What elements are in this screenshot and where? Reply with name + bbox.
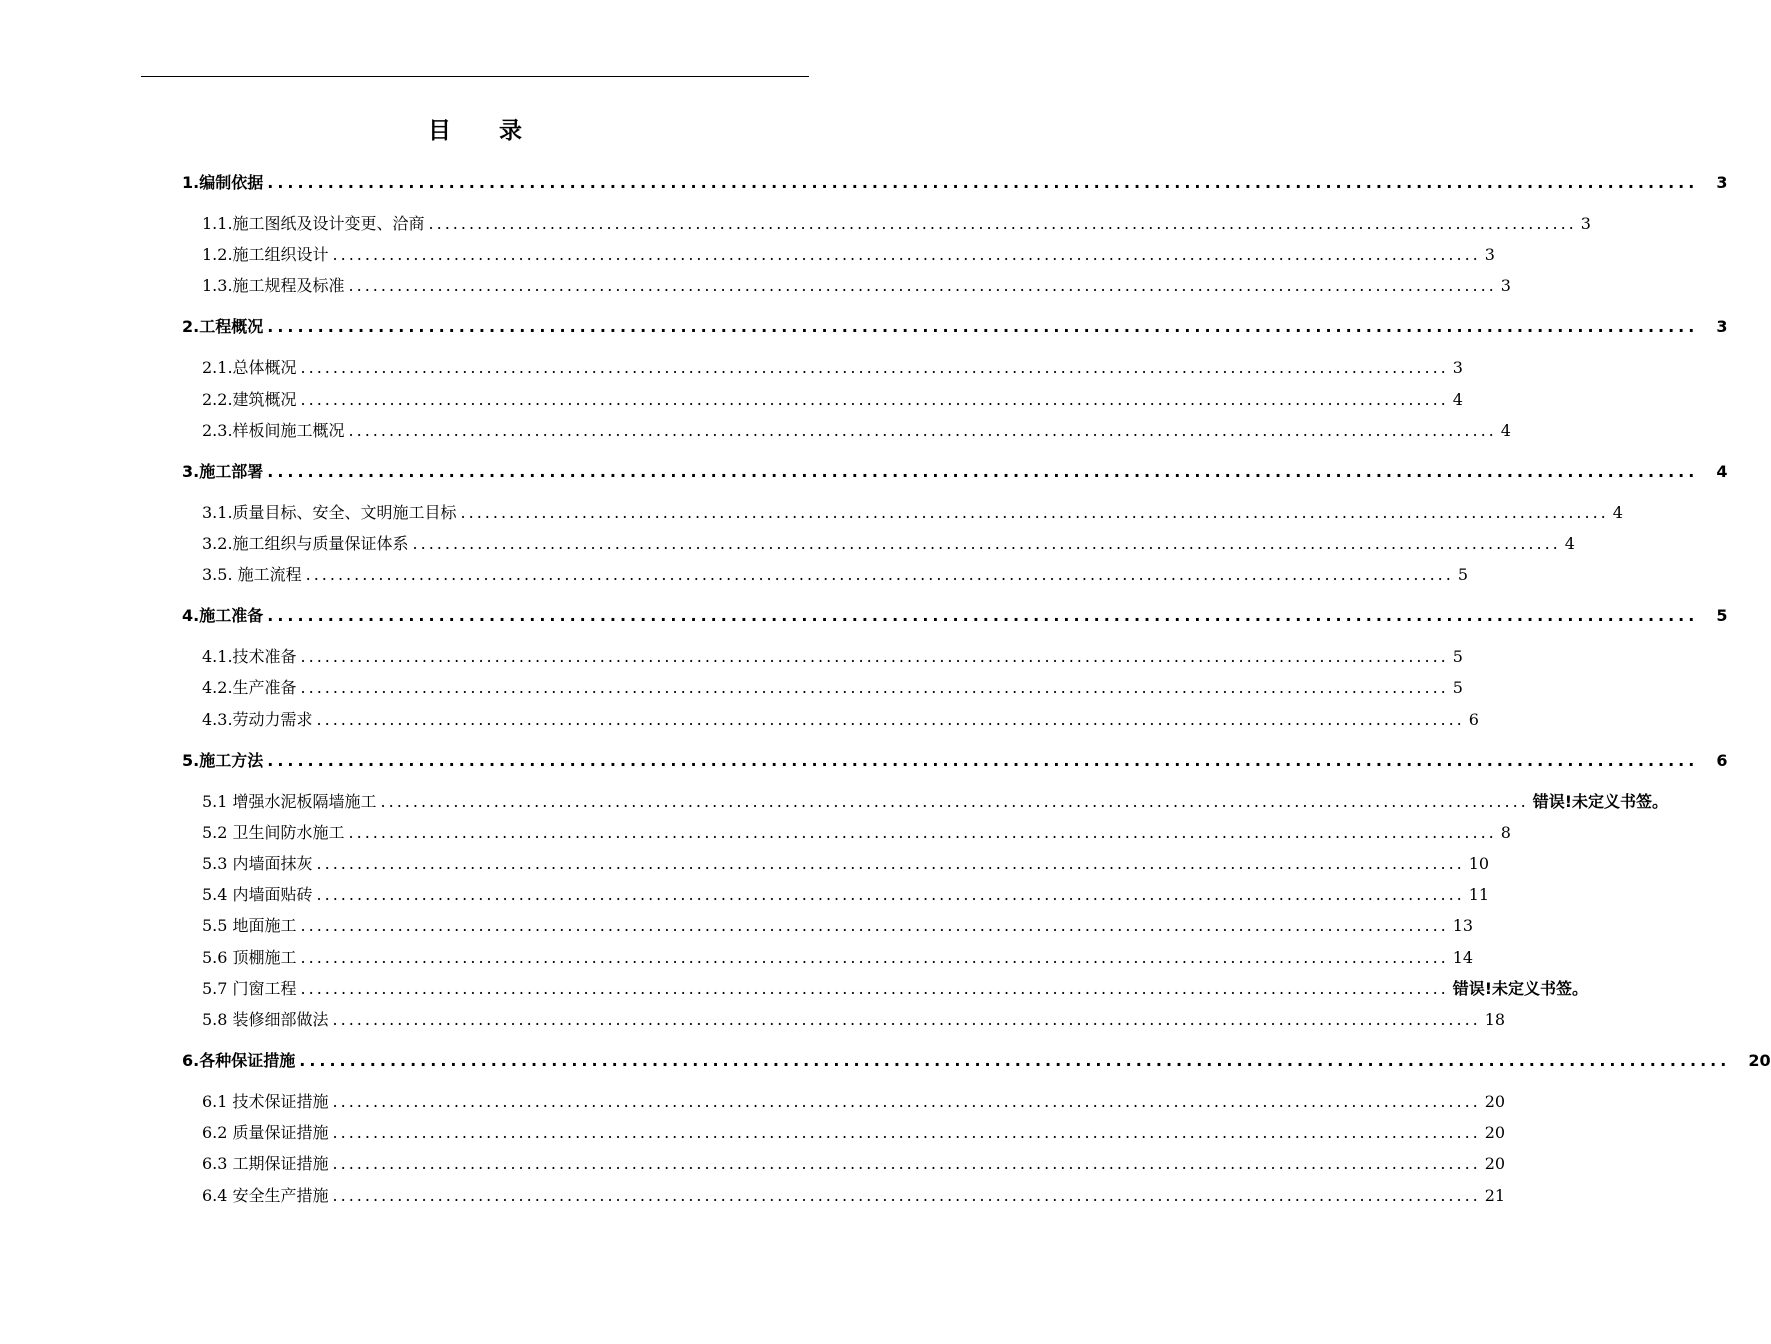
toc-page-number: 3 — [1500, 276, 1511, 296]
toc-entry-title: 2.3.样板间施工概况 — [202, 420, 345, 440]
toc-entry-title: 6.3 工期保证措施 — [202, 1154, 329, 1174]
toc-section-entry[interactable] — [202, 645, 1463, 669]
toc-entry-number: 5. — [182, 750, 200, 770]
toc-dot-leader: .............................................................................................................................................. — [348, 822, 1497, 842]
toc-page-number: 3 — [1716, 317, 1728, 337]
toc-dot-leader: .............................................................................................................................................. — [267, 461, 1699, 481]
toc-section-entry[interactable] — [202, 1152, 1506, 1176]
toc-section-entry[interactable] — [202, 676, 1463, 700]
toc-page-number: 20 — [1748, 1051, 1771, 1070]
toc-entry-title: 1.1.施工图纸及设计变更、洽商 — [202, 214, 425, 233]
toc-dot-leader: .............................................................................................................................................. — [316, 885, 1465, 905]
toc-page-number: 11 — [1468, 885, 1490, 905]
toc-entry-title: 1.3.施工规程及标准 — [202, 276, 345, 296]
toc-page-number: 3 — [1484, 245, 1495, 265]
toc-dot-leader: .............................................................................................................................................. — [412, 534, 1561, 553]
toc-dot-leader: .............................................................................................................................................. — [300, 916, 1449, 936]
toc-entry-title: 施工部署 — [199, 461, 264, 481]
toc-dot-leader: .............................................................................................................................................. — [305, 565, 1454, 585]
toc-section-entry[interactable] — [202, 243, 1495, 267]
toc-dot-leader: .............................................................................................................................................. — [348, 420, 1497, 440]
toc-dot-leader: .............................................................................................................................................. — [332, 1185, 1481, 1205]
toc-page-number: 5 — [1457, 565, 1469, 585]
toc-entry-title: 4.3.劳动力需求 — [202, 709, 313, 729]
toc-page-number: 4 — [1716, 461, 1728, 481]
toc-section-entry[interactable] — [202, 274, 1511, 298]
toc-page-number: 20 — [1484, 1154, 1506, 1174]
toc-section-entry[interactable] — [202, 1121, 1506, 1145]
toc-section-entry[interactable] — [202, 212, 1591, 236]
toc-page-number: 5 — [1452, 678, 1463, 698]
toc-dot-leader: .............................................................................................................................................. — [300, 389, 1449, 409]
toc-entry-title: 编制依据 — [199, 173, 264, 192]
toc-dot-leader: .............................................................................................................................................. — [267, 317, 1699, 337]
toc-entry-title: 5.1 增强水泥板隔墙施工 — [202, 791, 377, 811]
toc-entry-title: 5.3 内墙面抹灰 — [202, 854, 313, 873]
toc-dot-leader: .............................................................................................................................................. — [299, 1051, 1731, 1070]
toc-dot-leader: .............................................................................................................................................. — [428, 214, 1577, 233]
toc-page-number: 8 — [1500, 822, 1511, 842]
toc-dot-leader: .............................................................................................................................................. — [300, 647, 1449, 667]
toc-page-number: 20 — [1484, 1092, 1506, 1111]
toc-section-entry[interactable] — [202, 790, 1669, 814]
toc-entry-number: 3. — [182, 461, 200, 481]
toc-dot-leader: .............................................................................................................................................. — [300, 678, 1449, 698]
toc-entry-title: 2.2.建筑概况 — [202, 389, 297, 409]
toc-entry-title: 各种保证措施 — [199, 1051, 296, 1070]
toc-page-number: 4 — [1452, 389, 1463, 409]
toc-page-number: 21 — [1484, 1185, 1506, 1205]
toc-page-number: 4 — [1564, 534, 1575, 553]
toc-dot-leader: .............................................................................................................................................. — [300, 947, 1449, 967]
toc-page-number: 6 — [1468, 709, 1479, 729]
toc-entry-title: 工程概况 — [199, 317, 264, 337]
toc-page-number: 13 — [1452, 916, 1474, 936]
toc-entry-title: 3.5. 施工流程 — [202, 565, 302, 585]
toc-page-number: 20 — [1484, 1123, 1506, 1143]
toc-page-number: 10 — [1468, 854, 1490, 873]
toc-section-entry[interactable] — [202, 852, 1490, 876]
toc-page-number: 5 — [1452, 647, 1463, 667]
toc-section-entry[interactable] — [202, 821, 1511, 845]
toc-section-entry[interactable] — [202, 532, 1575, 556]
toc-section-entry[interactable] — [202, 563, 1469, 587]
toc-dot-leader: .............................................................................................................................................. — [348, 276, 1497, 296]
toc-page-number: 3 — [1716, 173, 1728, 192]
toc-section-entry[interactable] — [202, 1090, 1506, 1114]
toc-dot-leader: .............................................................................................................................................. — [267, 750, 1699, 770]
toc-section-entry[interactable] — [202, 388, 1463, 412]
toc-section-entry[interactable] — [202, 501, 1623, 525]
toc-chapter-entry[interactable] — [182, 460, 1728, 484]
toc-chapter-entry[interactable] — [182, 171, 1728, 195]
toc-section-entry[interactable] — [202, 419, 1511, 443]
toc-entry-title: 3.2.施工组织与质量保证体系 — [202, 534, 409, 553]
toc-entry-title: 2.1.总体概况 — [202, 358, 297, 378]
toc-entry-title: 6.4 安全生产措施 — [202, 1185, 329, 1205]
toc-section-entry[interactable] — [202, 1184, 1506, 1208]
toc-page-number: 错误!未定义书签。 — [1532, 791, 1669, 811]
toc-page-number: 5 — [1716, 606, 1728, 626]
toc-page-number: 4 — [1612, 502, 1623, 522]
toc-dot-leader: .............................................................................................................................................. — [332, 1010, 1481, 1029]
toc-entry-title: 5.4 内墙面贴砖 — [202, 885, 313, 905]
toc-dot-leader: .............................................................................................................................................. — [332, 1154, 1481, 1174]
toc-entry-title: 6.1 技术保证措施 — [202, 1092, 329, 1111]
toc-dot-leader: .............................................................................................................................................. — [332, 1092, 1481, 1111]
toc-section-entry[interactable] — [202, 1008, 1506, 1032]
toc-dot-leader: .............................................................................................................................................. — [300, 358, 1449, 378]
toc-section-entry[interactable] — [202, 883, 1490, 907]
toc-page-number: 3 — [1452, 358, 1463, 378]
toc-entry-number: 2. — [182, 317, 200, 337]
toc-dot-leader: .............................................................................................................................................. — [316, 709, 1465, 729]
toc-entry-title: 4.1.技术准备 — [202, 647, 297, 667]
toc-entry-title: 5.7 门窗工程 — [202, 978, 297, 998]
toc-section-entry[interactable] — [202, 356, 1463, 380]
toc-dot-leader: .............................................................................................................................................. — [332, 1123, 1481, 1143]
toc-dot-leader: .............................................................................................................................................. — [300, 978, 1449, 998]
toc-section-entry[interactable] — [202, 708, 1479, 732]
toc-page-number: 18 — [1484, 1010, 1506, 1029]
toc-dot-leader: .............................................................................................................................................. — [267, 606, 1699, 626]
toc-chapter-entry[interactable] — [182, 604, 1728, 628]
toc-dot-leader: .............................................................................................................................................. — [460, 502, 1609, 522]
toc-section-entry[interactable] — [202, 977, 1589, 1001]
toc-entry-number: 4. — [182, 606, 200, 626]
toc-chapter-entry[interactable] — [182, 1049, 1771, 1073]
toc-section-entry[interactable] — [202, 914, 1474, 938]
toc-entry-title: 5.8 装修细部做法 — [202, 1010, 329, 1029]
toc-entry-number: 1. — [182, 173, 200, 192]
toc-entry-title: 施工准备 — [199, 606, 264, 626]
toc-dot-leader: .............................................................................................................................................. — [380, 791, 1529, 811]
toc-page-number: 6 — [1716, 750, 1728, 770]
toc-dot-leader: .............................................................................................................................................. — [267, 173, 1699, 192]
toc-entry-title: 4.2.生产准备 — [202, 678, 297, 698]
toc-entry-title: 1.2.施工组织设计 — [202, 245, 329, 265]
toc-entry-number: 6. — [182, 1051, 200, 1070]
toc-chapter-entry[interactable] — [182, 315, 1728, 339]
toc-entry-title: 6.2 质量保证措施 — [202, 1123, 329, 1143]
toc-dot-leader: .............................................................................................................................................. — [332, 245, 1481, 265]
toc-chapter-entry[interactable] — [182, 749, 1728, 773]
toc-section-entry[interactable] — [202, 946, 1474, 970]
toc-page-number: 14 — [1452, 947, 1474, 967]
toc-page-number: 错误!未定义书签。 — [1452, 978, 1589, 998]
toc-entry-title: 3.1.质量目标、安全、文明施工目标 — [202, 502, 457, 522]
toc-entry-title: 5.6 顶棚施工 — [202, 947, 297, 967]
toc-page-number: 4 — [1500, 420, 1511, 440]
toc-title: 目 录 — [427, 118, 542, 144]
toc-page-number: 3 — [1580, 214, 1591, 233]
toc-entry-title: 施工方法 — [199, 750, 264, 770]
toc-dot-leader: .............................................................................................................................................. — [316, 854, 1465, 873]
toc-entry-title: 5.2 卫生间防水施工 — [202, 822, 345, 842]
toc-entry-title: 5.5 地面施工 — [202, 916, 297, 936]
